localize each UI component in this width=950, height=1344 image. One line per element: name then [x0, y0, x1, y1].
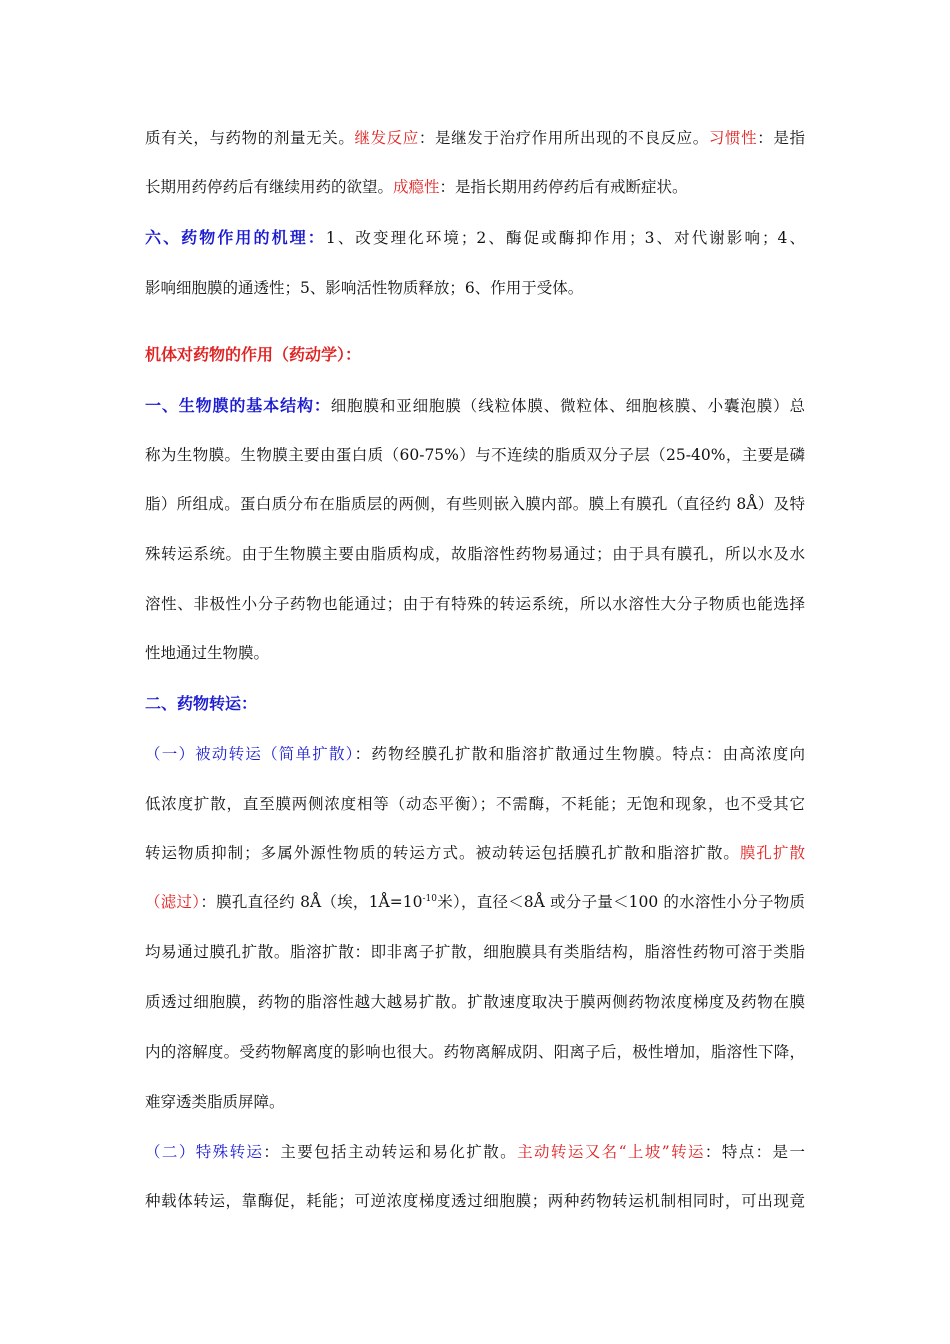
term-highlight: 主动转运又名“上坡”转运 — [517, 1143, 705, 1161]
paragraph-line — [145, 1142, 805, 1162]
term-highlight: 继发反应 — [354, 129, 419, 147]
section-heading: 二、药物转运： — [145, 694, 258, 713]
paragraph-line — [145, 744, 805, 764]
term-highlight: 膜孔扩散 — [739, 844, 805, 862]
paragraph-line — [145, 396, 805, 416]
paragraph-line: 低浓度扩散，直至膜两侧浓度相等（动态平衡）；不需酶，不耗能；无饱和现象，也不受其它 — [145, 795, 805, 813]
paragraph-line: 称为生物膜。生物膜主要由蛋白质（60-75%）与不连续的脂质双分子层（25-40%，主要是磷 — [145, 446, 805, 464]
text-run: 影响细胞膜的通透性；5、影响活性物质释放；6、作用于受体。 — [145, 279, 584, 297]
subsection-label: （二）特殊转运 — [145, 1143, 264, 1161]
text-run: ：药物经膜孔扩散和脂溶扩散通过生物膜。特点：由高浓度向 — [354, 745, 805, 763]
paragraph-line: 溶性、非极性小分子药物也能通过；由于有特殊的转运系统，所以水溶性大分子物质也能选择 — [145, 595, 805, 613]
paragraph-line — [145, 177, 688, 197]
text-run: 转运物质抑制；多属外源性物质的转运方式。被动转运包括膜孔扩散和脂溶扩散。 — [145, 844, 740, 862]
text-run: ：是指长期用药停药后有戒断症状。 — [439, 178, 688, 196]
text-run: ：主要包括主动转运和易化扩散。 — [263, 1143, 518, 1161]
paragraph-line: 内的溶解度。受药物解离度的影响也很大。药物离解成阴、阳离子后，极性增加，脂溶性下降， — [145, 1043, 805, 1061]
paragraph-line: 均易通过膜孔扩散。脂溶扩散：即非离子扩散，细胞膜具有类脂结构，脂溶性药物可溶于类脂 — [145, 943, 805, 961]
paragraph-line: 种载体转运，靠酶促，耗能；可逆浓度梯度透过细胞膜；两种药物转运机制相同时，可出现竟 — [145, 1192, 805, 1210]
paragraph-line — [145, 128, 805, 148]
text-run: ：特点：是一 — [704, 1143, 805, 1161]
paragraph-line: 难穿透类脂质屏障。 — [145, 1093, 285, 1111]
subsection-label: （一）被动转运（简单扩散） — [145, 745, 355, 763]
text-run: ：是继发于治疗作用所出现的不良反应。 — [418, 129, 709, 147]
term-highlight: 习惯性 — [708, 129, 758, 147]
paragraph-line — [145, 843, 805, 863]
text-run: 质有关，与药物的剂量无关。 — [145, 129, 355, 147]
paragraph-line — [145, 278, 583, 298]
term-highlight: 成瘾性 — [393, 178, 440, 196]
term-highlight: （滤过） — [145, 893, 201, 911]
section-title: 机体对药物的作用（药动学）： — [145, 345, 362, 364]
paragraph-line — [145, 892, 805, 912]
section-heading: 一、生物膜的基本结构： — [145, 396, 331, 415]
superscript: -10 — [422, 893, 437, 904]
paragraph-line: 殊转运系统。由于生物膜主要由脂质构成，故脂溶性药物易通过；由于具有膜孔，所以水及水 — [145, 545, 805, 563]
paragraph-line — [145, 228, 805, 248]
paragraph-line: 质透过细胞膜，药物的脂溶性越大越易扩散。扩散速度取决于膜两侧药物浓度梯度及药物在膜 — [145, 993, 805, 1011]
text-run: ：是指 — [757, 129, 805, 147]
text-run: 细胞膜和亚细胞膜（线粒体膜、微粒体、细胞核膜、小囊泡膜）总 — [330, 397, 805, 415]
paragraph-line: 脂）所组成。蛋白质分布在脂质层的两侧，有些则嵌入膜内部。膜上有膜孔（直径约 8Å）及特 — [145, 495, 805, 513]
text-run: 长期用药停药后有继续用药的欲望。 — [145, 178, 394, 196]
section-heading: 六、药物作用的机理： — [145, 228, 326, 247]
text-run: 米），直径＜8Å 或分子量＜100 的水溶性小分子物质 — [436, 893, 805, 911]
text-run: 1、改变理化环境；2、酶促或酶抑作用；3、对代谢影响；4、 — [325, 229, 805, 247]
paragraph-line: 性地通过生物膜。 — [145, 644, 270, 662]
text-run: ：膜孔直径约 8Å（埃，1Å=10 — [200, 893, 423, 911]
